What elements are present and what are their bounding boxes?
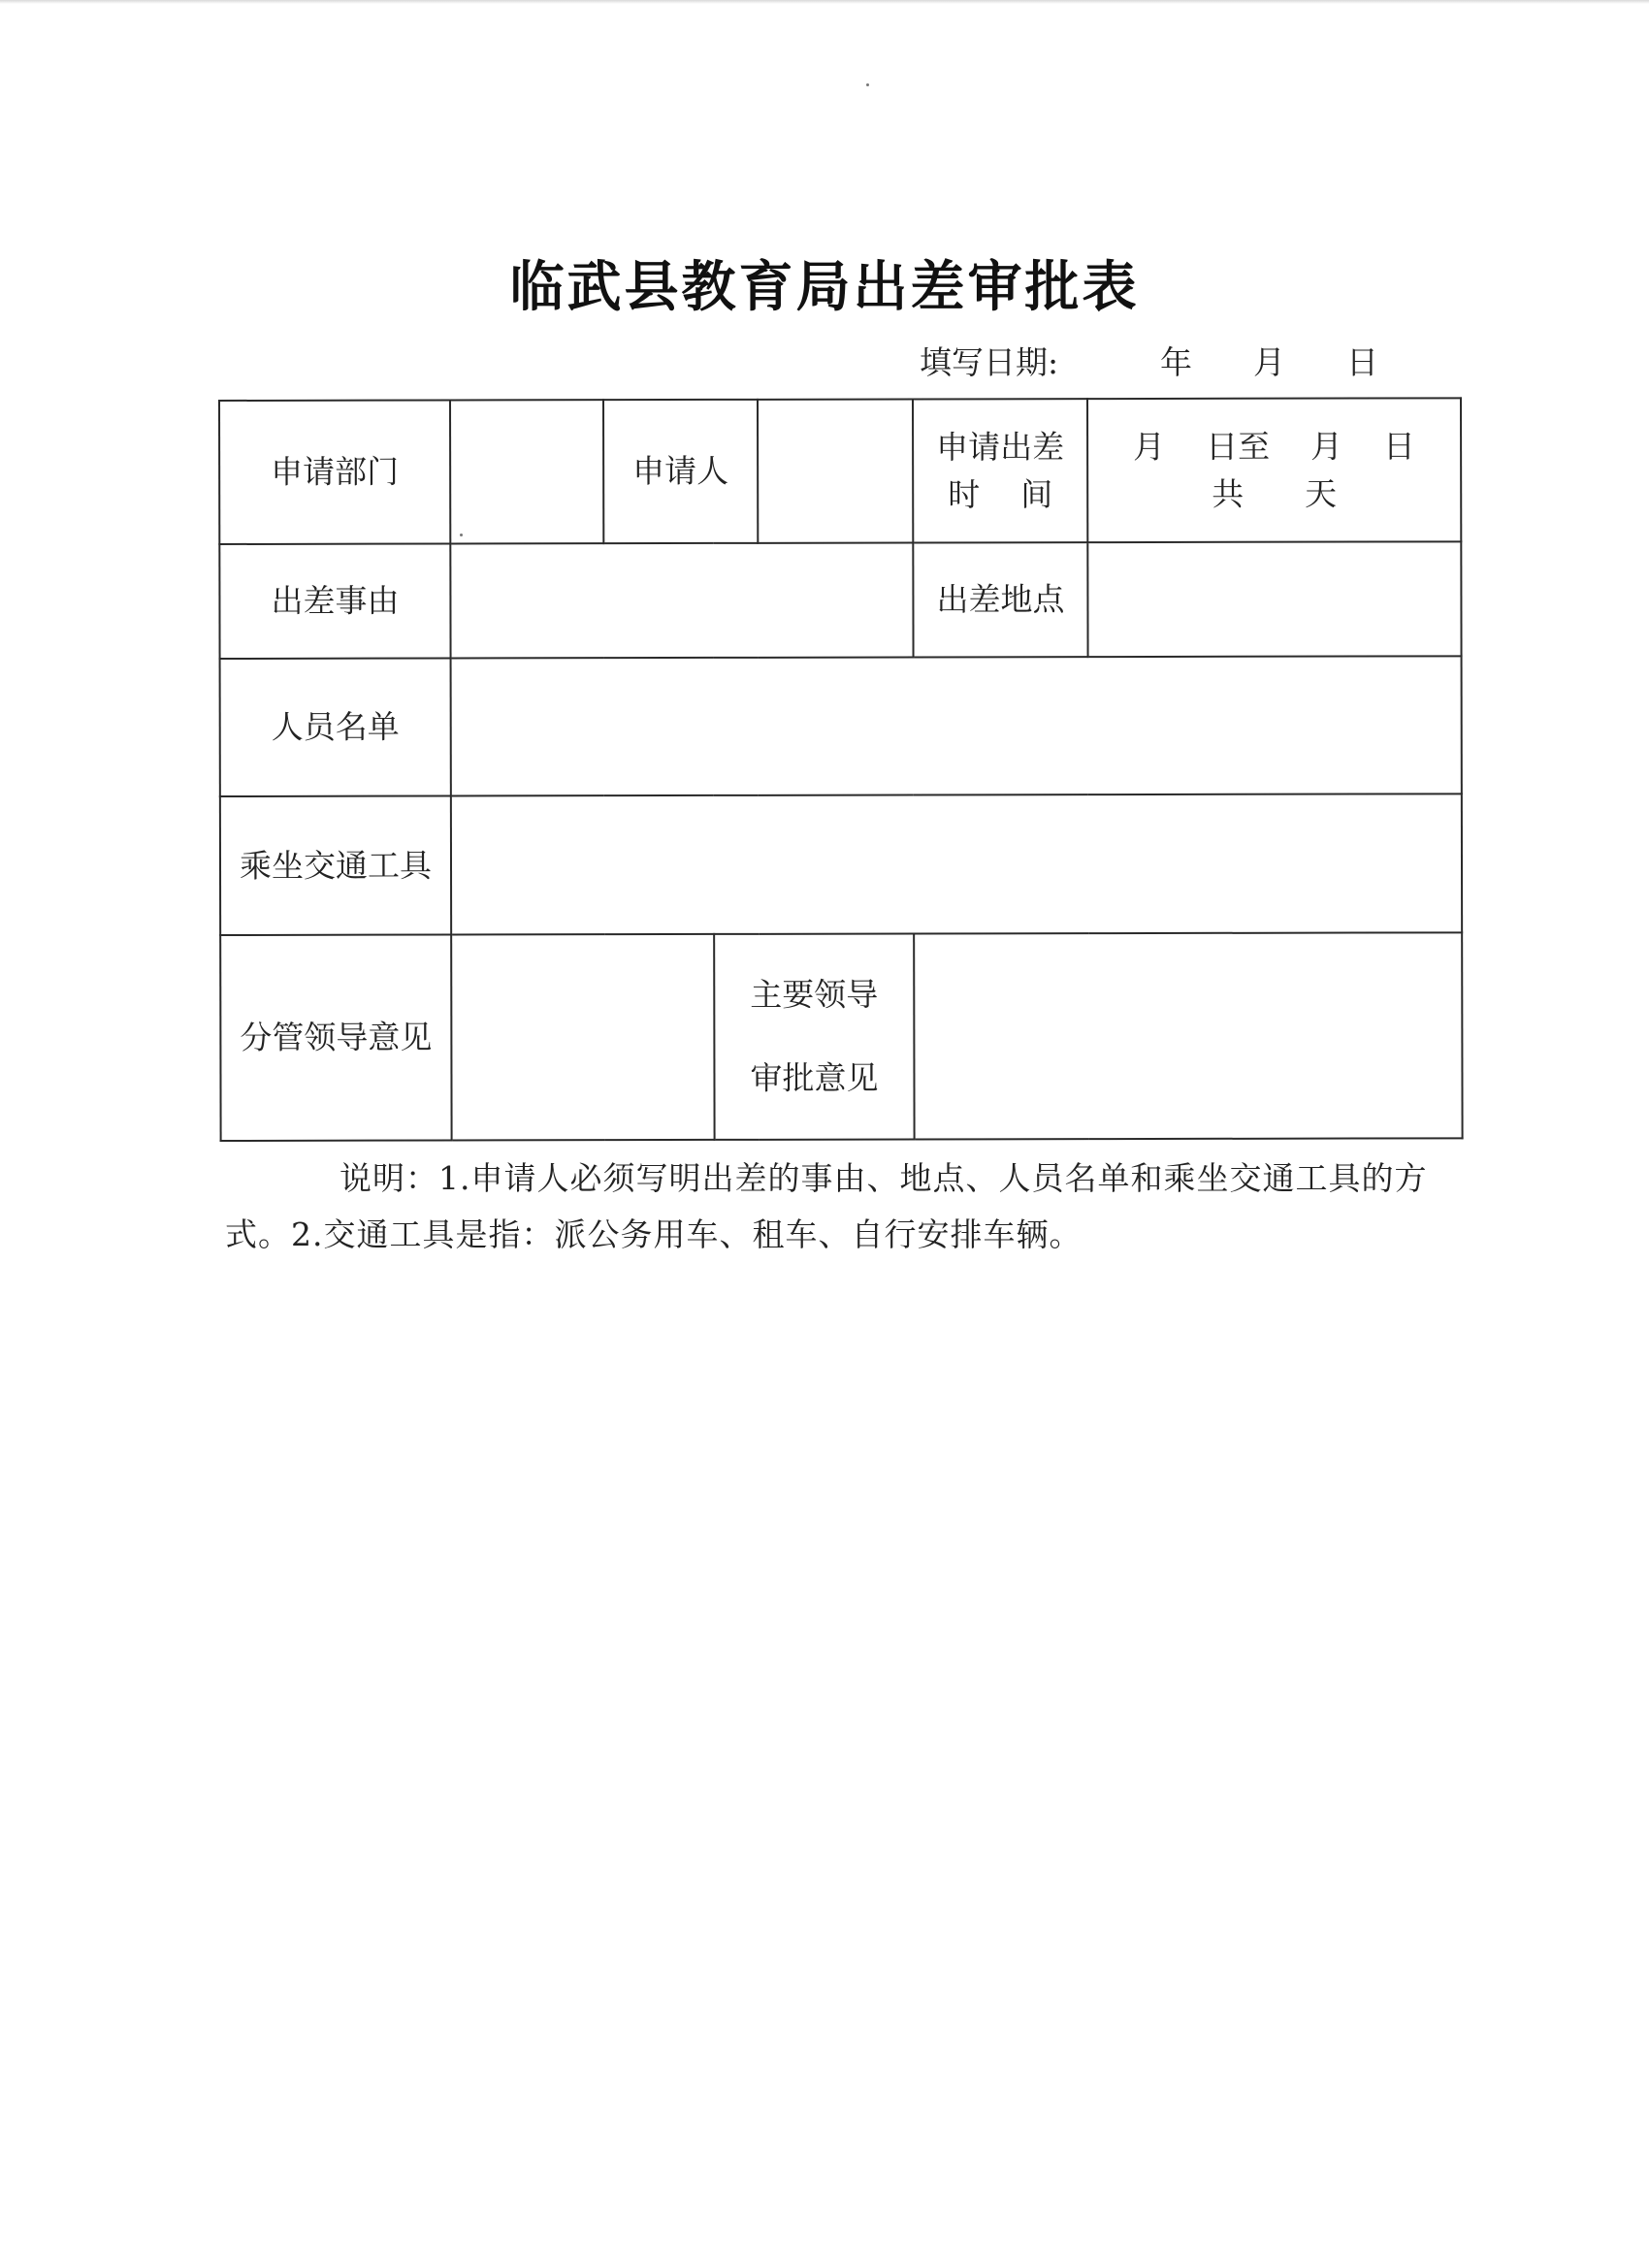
transport-field[interactable] [451,794,1462,934]
trip-time-total-days: 共 天 [1212,474,1338,513]
supervisor-opinion-label: 分管领导意见 [220,934,451,1140]
fill-date-day: 日 [1345,343,1378,381]
trip-time-field[interactable] [1087,398,1461,542]
fill-date-label: 填写日期: [920,343,1059,381]
table-row [219,541,1461,659]
table-row [220,794,1462,935]
trip-location-field[interactable] [1087,541,1461,657]
page-title: 临武县教育局出差审批表 [509,255,1140,319]
trip-time-range: 月 日至 月 日 [1133,426,1416,466]
main-leader-label-line1: 主要领导 [750,975,879,1015]
trip-reason-field[interactable] [450,543,913,659]
table-row [219,398,1461,544]
applicant-field[interactable] [758,400,913,543]
fill-date-line [920,338,1378,383]
applicant-department-field[interactable] [450,400,603,543]
trip-time-label [913,399,1087,542]
main-leader-label-line2: 审批意见 [750,1058,879,1097]
form-note: 说明：1.申请人必须写明出差的事由、地点、人员名单和乘坐交通工具的方式。2.交通工具是指：派公务用车、租车、自行安排车辆。 [225,1159,1428,1253]
trip-location-label: 出差地点 [913,542,1087,657]
supervisor-opinion-field[interactable] [451,934,714,1141]
scan-speck [866,83,869,86]
table-row [220,932,1462,1141]
scan-edge [0,0,1649,4]
applicant-department-label: 申请部门 [219,400,450,543]
transport-label: 乘坐交通工具 [220,795,451,934]
main-leader-opinion-field[interactable] [914,932,1462,1139]
table-row [220,656,1462,796]
approval-form-table [218,397,1464,1142]
fill-date-year: 年 [1160,343,1193,381]
trip-reason-label: 出差事由 [219,543,450,658]
fill-date-month: 月 [1252,343,1285,381]
main-leader-label [714,933,914,1139]
applicant-label: 申请人 [603,400,758,543]
personnel-list-field[interactable] [451,656,1462,795]
trip-time-label-line2: 时 间 [948,475,1053,514]
personnel-list-label: 人员名单 [220,658,451,795]
trip-time-label-line1: 申请出差 [936,427,1065,466]
